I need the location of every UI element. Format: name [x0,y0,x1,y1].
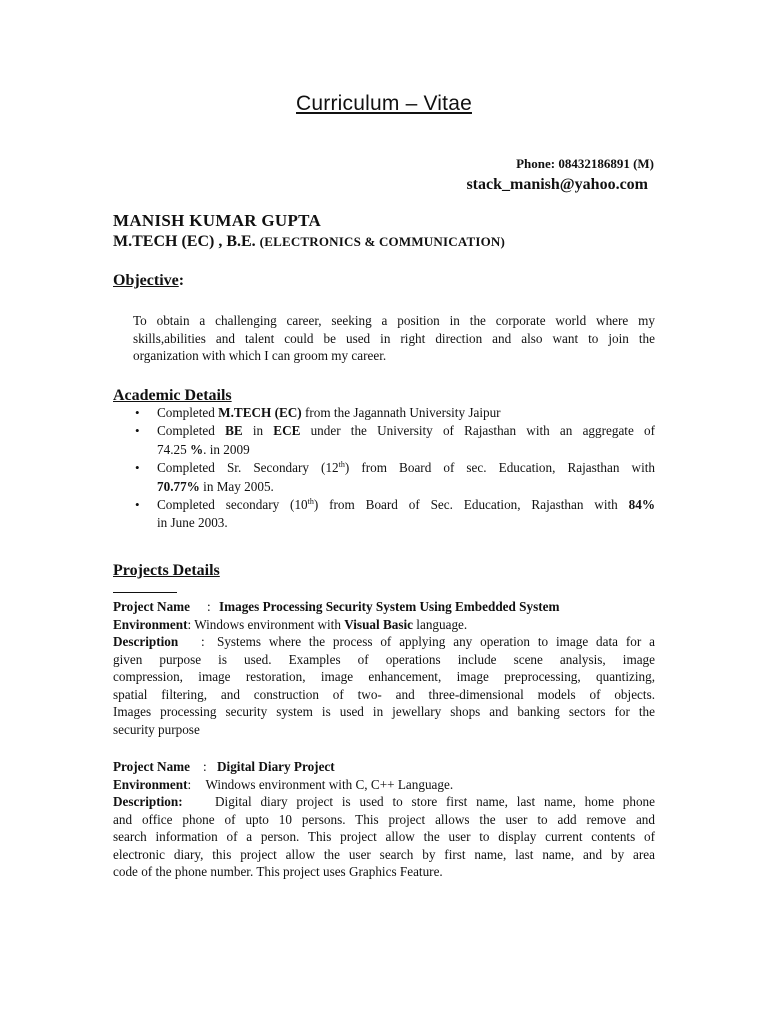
objective-text [133,312,655,365]
list-item [133,496,655,533]
bullet-icon: • [135,460,140,476]
item-text: Completed [157,423,226,439]
project-name: Images Processing Security System Using Embedded System [219,599,560,614]
academic-heading-label: Academic Details [113,387,232,404]
item-text: from the Jagannath University Jaipur [301,405,501,420]
item-text: . in 2009 [203,441,250,457]
item-superscript: th [338,460,345,470]
objective-heading-label: Objective [113,272,179,289]
item-bold: ECE [273,423,301,439]
environment-label: Environment [113,776,188,792]
item-bold: 70.77% [157,478,200,494]
description-label: Description: [113,794,183,809]
academic-heading [113,387,232,405]
section-divider [113,592,177,593]
project-name-label: Project Name [113,599,191,614]
candidate-name: MANISH KUMAR GUPTA [113,211,322,230]
description-first-line [113,793,655,811]
item-bold: M.TECH (EC) [218,405,302,420]
item-line [157,496,655,514]
list-item [133,459,655,496]
item-superscript: th [307,497,314,507]
item-text: under the University of Rajasthan with an aggregate of [300,423,655,439]
candidate-degree [113,233,505,251]
projects-heading-label: Projects Details [113,562,220,579]
list-item [133,422,655,459]
item-bold: 84% [628,497,655,513]
item-bold: BE [225,423,243,439]
description-line: code of the phone number. This project uses Graphics Feature. [113,864,443,879]
item-line [157,459,655,477]
environment-text: Windows environment with C, C++ Language. [205,776,454,792]
description-line: given purpose is used. Examples of operations include scene analysis, image [113,651,655,667]
bullet-icon: • [135,423,140,439]
project-1 [113,598,655,738]
item-line [157,478,655,496]
objective-heading [113,272,184,290]
environment-text: language. [413,616,468,632]
description-text: Digital diary project is used to store first name, last name, home phone [215,794,655,809]
item-line [157,422,655,440]
description-line: security purpose [113,721,200,737]
environment-sep: : [187,776,192,792]
bullet-icon: • [135,497,140,513]
description-line: and office phone of upto 10 persons. This project allows the user to add remove and [113,811,655,827]
project-name-label: Project Name [113,759,191,774]
item-text: ) from Board of Sec. Education, Rajasthan with [313,497,629,513]
phone-number: Phone: 08432186891 (M) [516,156,654,171]
item-text: Completed secondary (10 [157,497,308,513]
project-name-row [113,758,655,776]
description-first-line [113,633,655,651]
project-environment-row [113,776,655,794]
description-line: electronic diary, this project allow the user search by first name, last name, and by area [113,846,655,862]
email-address: stack_manish@yahoo.com [466,176,648,193]
objective-heading-colon: : [178,272,185,289]
description-line: spatial filtering, and construction of two- and three-dimensional models of objects. [113,686,655,702]
objective-line: To obtain a challenging career, seeking a position in the corporate world where my [133,313,655,328]
bullet-icon: • [135,405,140,420]
item-text: Completed Sr. Secondary (12 [157,460,339,476]
projects-heading [113,562,220,580]
description-text: Systems where the process of applying any operation to image data for a [217,634,655,649]
academic-list [133,404,655,533]
item-line [157,441,655,459]
environment-label: Environment [113,616,188,632]
description-label: Description [113,634,179,649]
item-text: in May 2005. [199,478,274,494]
description-line: Images processing security system is used in jewellary shops and banking sectors for the [113,704,655,719]
project-environment-row [113,616,655,634]
project-name-sep: : [207,599,211,614]
document-title: Curriculum – Vitae [296,92,472,115]
environment-bold: Visual Basic [344,616,413,632]
project-2 [113,758,655,881]
degree-main: M.TECH (EC) , B.E. [113,233,256,250]
item-text: Completed [157,405,219,420]
degree-detail: (ELECTRONICS & COMMUNICATION) [259,234,506,249]
description-sep: : [201,634,205,649]
project-name-row [113,598,655,616]
description-line: compression, image restoration, image enhancement, image preprocessing, quantizing, [113,669,655,684]
item-text: 74.25 [157,441,190,457]
list-item [133,404,655,422]
objective-line: organization with which I can groom my career. [133,348,387,363]
project-name-sep: : [203,759,207,774]
description-line: search information of a person. This project allow the user to display current contents of [113,829,655,844]
environment-text: : Windows environment with [187,616,345,632]
project-name: Digital Diary Project [217,759,335,774]
item-text: in [242,423,274,439]
objective-line: skills,abilities and talent could be used in right direction and also want to join the [133,330,655,346]
item-line: in June 2003. [157,515,228,531]
item-bold: % [189,441,204,457]
item-text: ) from Board of sec. Education, Rajasthan with [344,460,655,476]
